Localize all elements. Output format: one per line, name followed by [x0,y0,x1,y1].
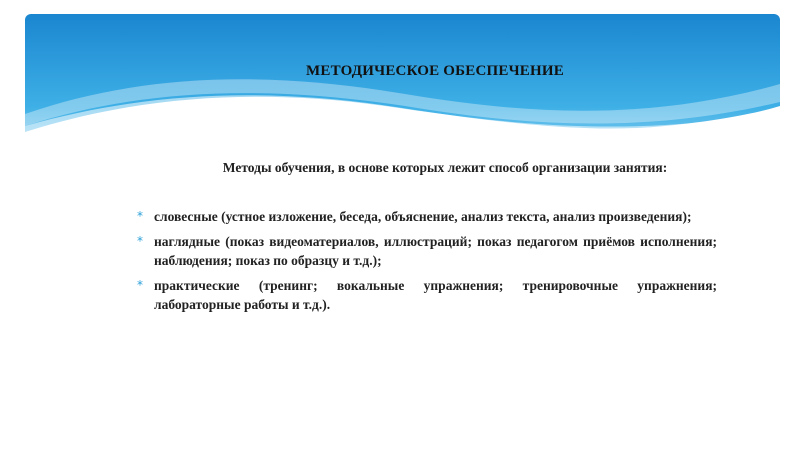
list-item [137,276,717,314]
list-item-text: словесные (устное изложение, беседа, объяснение, анализ текста, анализ произведения); [154,209,692,224]
methods-list [137,207,717,320]
asterisk-icon: * [137,209,143,223]
list-item [137,207,717,226]
asterisk-icon: * [137,278,143,292]
header-wave-background [25,14,780,184]
slide-title: МЕТОДИЧЕСКОЕ ОБЕСПЕЧЕНИЕ [306,63,564,79]
list-item [137,232,717,270]
list-item-text: наглядные (показ видеоматериалов, иллюстраций; показ педагогом приёмов исполнения; наблюдения; показ по образцу и т.д.); [154,234,717,268]
slide-subtitle: Методы обучения, в основе которых лежит способ организации занятия: [222,160,668,175]
list-item-text: практические (тренинг; вокальные упражнения; тренировочные упражнения; лабораторные работы и т.д.). [154,278,717,312]
asterisk-icon: * [137,234,143,248]
